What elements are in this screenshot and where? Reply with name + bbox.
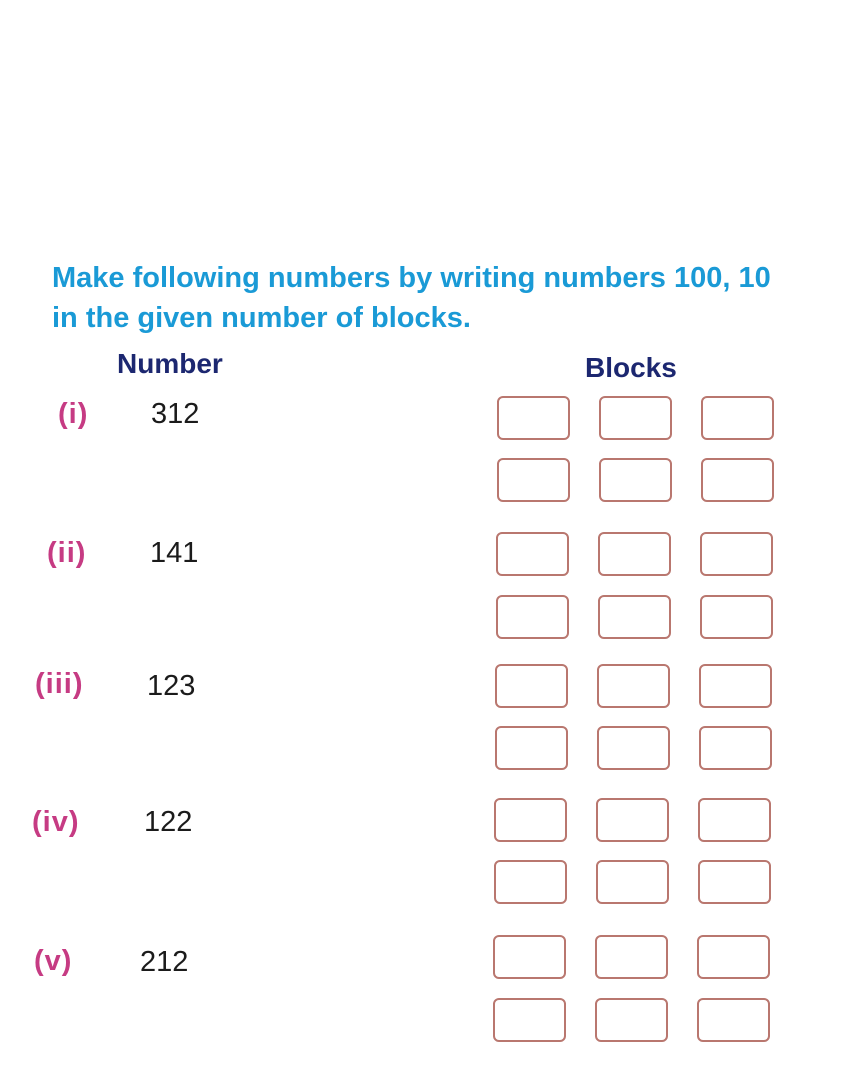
block-i-r2-c1[interactable] <box>497 458 570 502</box>
block-iii-r2-c2[interactable] <box>597 726 670 770</box>
block-ii-r1-c2[interactable] <box>598 532 671 576</box>
block-v-r1-c2[interactable] <box>595 935 668 979</box>
item-label-ii: (ii) <box>47 537 87 569</box>
item-number-i: 312 <box>151 398 200 430</box>
block-v-r1-c1[interactable] <box>493 935 566 979</box>
block-iii-r1-c1[interactable] <box>495 664 568 708</box>
block-ii-r2-c1[interactable] <box>496 595 569 639</box>
block-iii-r2-c3[interactable] <box>699 726 772 770</box>
blocks-column-header: Blocks <box>585 352 677 383</box>
instruction-line-1: Make following numbers by writing numbers 100, 10 <box>52 262 771 294</box>
item-number-v: 212 <box>140 946 189 978</box>
block-i-r2-c2[interactable] <box>599 458 672 502</box>
block-ii-r2-c3[interactable] <box>700 595 773 639</box>
block-ii-r1-c1[interactable] <box>496 532 569 576</box>
block-iv-r1-c3[interactable] <box>698 798 771 842</box>
item-number-iii: 123 <box>147 670 196 702</box>
block-i-r2-c3[interactable] <box>701 458 774 502</box>
block-ii-r1-c3[interactable] <box>700 532 773 576</box>
item-label-i: (i) <box>58 398 89 430</box>
item-label-iii: (iii) <box>35 668 84 700</box>
item-label-iv: (iv) <box>32 806 80 838</box>
block-v-r2-c3[interactable] <box>697 998 770 1042</box>
block-i-r1-c3[interactable] <box>701 396 774 440</box>
block-iv-r1-c2[interactable] <box>596 798 669 842</box>
block-iii-r2-c1[interactable] <box>495 726 568 770</box>
block-iii-r1-c2[interactable] <box>597 664 670 708</box>
block-v-r2-c2[interactable] <box>595 998 668 1042</box>
block-iv-r1-c1[interactable] <box>494 798 567 842</box>
instruction-line-2: in the given number of blocks. <box>52 302 471 334</box>
block-iv-r2-c1[interactable] <box>494 860 567 904</box>
block-iv-r2-c2[interactable] <box>596 860 669 904</box>
block-v-r1-c3[interactable] <box>697 935 770 979</box>
block-ii-r2-c2[interactable] <box>598 595 671 639</box>
number-column-header: Number <box>117 348 223 379</box>
item-label-v: (v) <box>34 945 73 977</box>
block-i-r1-c1[interactable] <box>497 396 570 440</box>
block-i-r1-c2[interactable] <box>599 396 672 440</box>
instruction-text <box>52 258 863 338</box>
block-v-r2-c1[interactable] <box>493 998 566 1042</box>
item-number-iv: 122 <box>144 806 193 838</box>
block-iii-r1-c3[interactable] <box>699 664 772 708</box>
block-iv-r2-c3[interactable] <box>698 860 771 904</box>
item-number-ii: 141 <box>150 537 199 569</box>
